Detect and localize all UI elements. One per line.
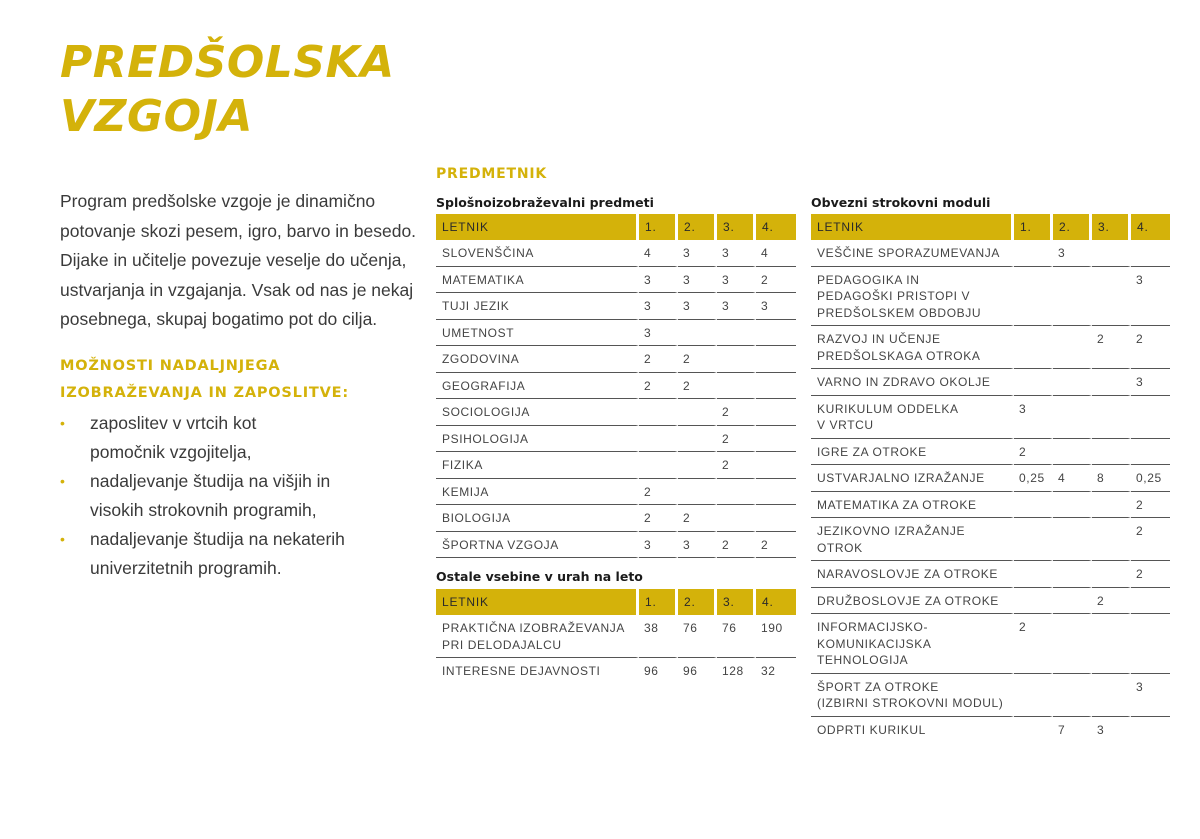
opportunity-line: • zaposlitev v vrtcih kot: [90, 413, 257, 433]
hours-cell: 76: [678, 615, 717, 658]
column-header-year: 4.: [756, 589, 796, 615]
subject-name-line: KEMIJA: [442, 484, 489, 499]
subject-name-line: RAZVOJ IN UČENJE: [817, 332, 941, 346]
hours-cell: 4: [1053, 465, 1092, 492]
subject-name-line: BIOLOGIJA: [442, 511, 511, 525]
hours-cell: [1014, 518, 1053, 561]
subject-name-cell: [811, 439, 1014, 466]
hours-cell: 3: [717, 240, 756, 267]
table-row: [436, 267, 796, 294]
intro-paragraph: Program predšolske vzgoje je dinamično potovanje skozi pesem, igro, barvo in besedo. Dijake in učitelje povezuje veselje do učenja, ustvarjanja in vzgajanja. Vsak od nas je nekaj posebnega, skupaj bogatimo pot do cilja.: [60, 191, 417, 329]
table-row: [436, 240, 796, 267]
hours-cell: [1131, 439, 1170, 466]
subject-name-cell: [436, 373, 639, 400]
subject-name-cell: [811, 240, 1014, 267]
table-row: [811, 396, 1170, 439]
opportunities-list: [60, 409, 410, 583]
opportunity-line: pomočnik vzgojitelja,: [90, 442, 252, 462]
hours-cell: [1092, 369, 1131, 396]
title-line: PREDŠOLSKA: [60, 37, 395, 88]
hours-cell: [678, 479, 717, 506]
hours-cell: 3: [639, 320, 678, 347]
hours-cell: [756, 346, 796, 373]
table-row: [811, 492, 1170, 519]
subject-name-cell: [436, 240, 639, 267]
subject-name-line: KURIKULUM ODDELKA: [817, 401, 959, 416]
subject-name-line: INTERESNE DEJAVNOSTI: [442, 664, 601, 678]
professional-modules-table: [811, 214, 1170, 742]
table-row: [436, 320, 796, 347]
subject-name-cell: [811, 267, 1014, 327]
hours-cell: [1053, 614, 1092, 674]
hours-cell: 2: [1131, 518, 1170, 561]
hours-cell: 3: [717, 293, 756, 320]
hours-cell: [1092, 518, 1131, 561]
subject-name-line: PEDAGOŠKI PRISTOPI V: [817, 289, 971, 303]
hours-cell: [1053, 492, 1092, 519]
modules-title: Obvezni strokovni moduli: [811, 195, 991, 210]
hours-cell: [717, 373, 756, 400]
subject-name-cell: [811, 369, 1014, 396]
subject-name-line: MATEMATIKA ZA OTROKE: [817, 497, 977, 512]
subject-name-cell: [436, 532, 639, 559]
opportunity-line: visokih strokovnih programih,: [90, 500, 317, 520]
table-row: [811, 240, 1170, 267]
hours-cell: 3: [678, 240, 717, 267]
hours-cell: [678, 399, 717, 426]
hours-cell: [1014, 267, 1053, 327]
hours-cell: 2: [639, 346, 678, 373]
hours-cell: 0,25: [1014, 465, 1053, 492]
column-header-letnik: LETNIK: [811, 214, 1014, 240]
column-header-year: 4.: [756, 214, 796, 240]
table-row: [436, 399, 796, 426]
column-header-year: 3.: [717, 589, 756, 615]
hours-cell: [1053, 369, 1092, 396]
subject-name-cell: [811, 674, 1014, 717]
hours-cell: [1092, 267, 1131, 327]
hours-cell: 2: [717, 532, 756, 559]
column-header-year: 1.: [1014, 214, 1053, 240]
subject-name-cell: [436, 346, 639, 373]
subject-name-line: KOMUNIKACIJSKA: [817, 636, 932, 651]
hours-cell: [1092, 396, 1131, 439]
subject-name-cell: [436, 267, 639, 294]
hours-cell: [717, 346, 756, 373]
hours-cell: 4: [756, 240, 796, 267]
hours-cell: 128: [717, 658, 756, 684]
column-header-year: 1.: [639, 589, 678, 615]
hours-cell: 7: [1053, 717, 1092, 743]
hours-cell: 2: [639, 373, 678, 400]
column-header-year: 4.: [1131, 214, 1170, 240]
hours-cell: [1053, 267, 1092, 327]
table-row: [811, 369, 1170, 396]
hours-cell: 32: [761, 664, 776, 678]
table-row: [811, 518, 1170, 561]
table-row: [436, 373, 796, 400]
opportunity-line: • nadaljevanje študija na višjih in: [90, 471, 331, 491]
hours-cell: 76: [717, 615, 756, 658]
hours-cell: 2: [717, 399, 756, 426]
hours-cell: 3: [717, 267, 756, 294]
subject-name-cell: [436, 452, 639, 479]
table-row: [811, 267, 1170, 327]
hours-cell: 96: [678, 658, 717, 684]
hours-cell: 2: [678, 505, 717, 532]
subject-name-cell: [811, 717, 1014, 743]
hours-cell: 2: [1131, 561, 1170, 588]
hours-cell: [717, 320, 756, 347]
hours-cell: [1014, 717, 1053, 743]
hours-cell: [1131, 396, 1170, 439]
hours-cell: 3: [639, 267, 678, 294]
subject-name-line: NARAVOSLOVJE ZA OTROKE: [817, 567, 999, 581]
subject-name-line: PREDŠOLSKAGA OTROKA: [817, 348, 981, 363]
subject-name-line: PEDAGOGIKA IN: [817, 272, 920, 287]
column-header-year: 3.: [717, 214, 756, 240]
subject-name-line: PSIHOLOGIJA: [442, 431, 529, 446]
hours-cell: [1014, 326, 1053, 369]
hours-cell: 2: [717, 452, 756, 479]
subject-name-line: VARNO IN ZDRAVO OKOLJE: [817, 375, 991, 389]
hours-cell: [1053, 674, 1092, 717]
hours-cell: 2: [639, 479, 678, 506]
hours-cell: 3: [1131, 674, 1170, 717]
subject-name-line: IGRE ZA OTROKE: [817, 444, 927, 459]
hours-cell: 3: [1092, 717, 1131, 743]
table-row: [436, 615, 796, 658]
general-subjects-title: Splošnoizobraževalni predmeti: [436, 195, 654, 210]
subject-name-line: (IZBIRNI STROKOVNI MODUL): [817, 696, 1004, 710]
hours-cell: 3: [678, 532, 717, 559]
subject-name-cell: [436, 479, 639, 506]
subject-name-cell: [811, 492, 1014, 519]
subject-name-cell: [436, 399, 639, 426]
subject-name-cell: [811, 588, 1014, 615]
table-row: [811, 717, 1170, 743]
subject-name-line: FIZIKA: [442, 458, 483, 472]
hours-cell: [1053, 439, 1092, 466]
column-header-year: 2.: [1053, 214, 1092, 240]
hours-cell: [1131, 240, 1170, 267]
subject-name-line: PRI DELODAJALCU: [442, 637, 562, 652]
subject-name-line: PREDŠOLSKEM OBDOBJU: [817, 305, 982, 320]
hours-cell: [756, 399, 796, 426]
subject-name-line: ŠPORTNA VZGOJA: [442, 537, 559, 552]
opportunity-line: • nadaljevanje študija na nekaterih: [90, 529, 345, 549]
hours-cell: 2: [1131, 326, 1170, 369]
subject-name-line: ZGODOVINA: [442, 352, 520, 366]
hours-cell: [1092, 439, 1131, 466]
opportunity-item: [60, 467, 410, 525]
column-header-year: 1.: [639, 214, 678, 240]
hours-cell: [1131, 717, 1170, 743]
hours-cell: [639, 399, 678, 426]
subject-name-line: INFORMACIJSKO-: [817, 620, 929, 634]
table-row: [811, 614, 1170, 674]
other-content-title: Ostale vsebine v urah na leto: [436, 569, 643, 584]
hours-cell: [1092, 492, 1131, 519]
subject-name-line: TEHNOLOGIJA: [817, 653, 909, 667]
hours-cell: [1131, 588, 1170, 615]
hours-cell: [1014, 588, 1053, 615]
general-subjects-table: [436, 214, 796, 558]
opportunity-item: [60, 409, 410, 467]
hours-cell: [639, 426, 678, 453]
table-row: [811, 439, 1170, 466]
hours-cell: 3: [678, 267, 717, 294]
subject-name-line: UMETNOST: [442, 325, 515, 340]
hours-cell: [1053, 561, 1092, 588]
hours-cell: 3: [639, 293, 678, 320]
hours-cell: [756, 452, 796, 479]
hours-cell: 2: [1131, 492, 1170, 519]
hours-cell: [1092, 614, 1131, 674]
subject-name-cell: [436, 505, 639, 532]
hours-cell: 0,25: [1131, 465, 1170, 492]
table-header-row: [811, 214, 1170, 240]
subject-name-line: DRUŽBOSLOVJE ZA OTROKE: [817, 593, 999, 608]
hours-cell: 3: [1131, 267, 1170, 327]
subject-name-cell: [811, 326, 1014, 369]
table-row: [436, 532, 796, 559]
hours-cell: [1014, 674, 1053, 717]
subject-name-cell: [436, 293, 639, 320]
opportunities-heading-line: MOŽNOSTI NADALJNJEGA: [60, 358, 281, 374]
hours-cell: 3: [1131, 369, 1170, 396]
subject-name-cell: [811, 396, 1014, 439]
subject-name-cell: [436, 658, 639, 684]
column-header-letnik: LETNIK: [436, 214, 639, 240]
subject-name-line: VEŠČINE SPORAZUMEVANJA: [817, 246, 1001, 260]
hours-cell: [717, 505, 756, 532]
hours-cell: [639, 452, 678, 479]
hours-cell: [1053, 396, 1092, 439]
hours-cell: 38: [639, 615, 678, 658]
subject-name-cell: [436, 320, 639, 347]
hours-cell: [1092, 674, 1131, 717]
hours-cell: [1092, 240, 1131, 267]
hours-cell: [756, 373, 796, 400]
hours-cell: 4: [639, 240, 678, 267]
hours-cell: 3: [639, 532, 678, 559]
hours-cell: [1014, 492, 1053, 519]
hours-cell: 8: [1092, 465, 1131, 492]
column-header-year: 2.: [678, 214, 717, 240]
hours-cell: 3: [1053, 240, 1092, 267]
table-header-row: [436, 214, 796, 240]
table-row: [436, 426, 796, 453]
column-header-year: 3.: [1092, 214, 1131, 240]
table-row: [811, 465, 1170, 492]
hours-cell: 2: [678, 346, 717, 373]
subject-name-line: ŠPORT ZA OTROKE: [817, 679, 939, 694]
hours-cell: 2: [1014, 614, 1053, 674]
subject-name-line: MATEMATIKA: [442, 272, 525, 287]
subject-name-line: SOCIOLOGIJA: [442, 405, 530, 419]
hours-cell: [756, 479, 796, 506]
opportunity-line: univerzitetnih programih.: [90, 558, 282, 578]
opportunity-item: [60, 525, 410, 583]
hours-cell: [1053, 326, 1092, 369]
subject-name-line: ODPRTI KURIKUL: [817, 722, 926, 737]
table-row: [436, 658, 796, 684]
subject-name-line: OTROK: [817, 540, 863, 555]
table-row: [436, 293, 796, 320]
subject-name-line: SLOVENŠČINA: [442, 246, 534, 260]
hours-cell: [756, 320, 796, 347]
hours-cell: 2: [756, 267, 796, 294]
table-row: [811, 326, 1170, 369]
hours-cell: 2: [717, 426, 756, 453]
subject-name-line: PRAKTIČNA IZOBRAŽEVANJA: [442, 621, 625, 635]
hours-cell: [678, 426, 717, 453]
hours-cell: [1131, 614, 1170, 674]
hours-cell: [717, 479, 756, 506]
hours-cell: 2: [639, 505, 678, 532]
table-row: [436, 452, 796, 479]
hours-cell: 2: [1014, 439, 1053, 466]
table-row: [811, 588, 1170, 615]
table-row: [811, 674, 1170, 717]
column-header-letnik: LETNIK: [436, 589, 639, 615]
hours-cell: 2: [756, 532, 796, 559]
subject-name-cell: [436, 426, 639, 453]
hours-cell: [1014, 561, 1053, 588]
column-header-year: 2.: [678, 589, 717, 615]
hours-cell: [678, 320, 717, 347]
curriculum-heading: PREDMETNIK: [436, 166, 548, 182]
hours-cell: [678, 452, 717, 479]
subject-name-line: JEZIKOVNO IZRAŽANJE: [817, 524, 966, 538]
hours-cell: [1092, 561, 1131, 588]
subject-name-line: GEOGRAFIJA: [442, 378, 526, 393]
subject-name-line: TUJI JEZIK: [442, 299, 510, 313]
hours-cell: [1053, 518, 1092, 561]
hours-cell: [1053, 588, 1092, 615]
hours-cell: 3: [678, 293, 717, 320]
opportunities-heading: [60, 353, 349, 407]
hours-cell: [1014, 240, 1053, 267]
subject-name-cell: [811, 561, 1014, 588]
hours-cell: 2: [1092, 326, 1131, 369]
page-title: [60, 36, 395, 144]
hours-cell: [756, 505, 796, 532]
other-content-table: [436, 589, 796, 684]
table-row: [436, 505, 796, 532]
subject-name-line: V VRTCU: [817, 418, 874, 432]
table-row: [436, 346, 796, 373]
hours-cell: 190: [756, 615, 796, 658]
subject-name-cell: [811, 614, 1014, 674]
table-header-row: [436, 589, 796, 615]
hours-cell: [1014, 369, 1053, 396]
subject-name-cell: [811, 518, 1014, 561]
hours-cell: 3: [756, 293, 796, 320]
subject-name-cell: [811, 465, 1014, 492]
table-row: [811, 561, 1170, 588]
opportunities-heading-line: IZOBRAŽEVANJA IN ZAPOSLITVE:: [60, 385, 349, 401]
hours-cell: 2: [678, 373, 717, 400]
subject-name-line: USTVARJALNO IZRAŽANJE: [817, 471, 985, 485]
subject-name-cell: [436, 615, 639, 658]
hours-cell: 2: [1092, 588, 1131, 615]
title-line: VZGOJA: [60, 91, 253, 142]
hours-cell: [756, 426, 796, 453]
hours-cell: 96: [639, 658, 678, 684]
table-row: [436, 479, 796, 506]
hours-cell: 3: [1014, 396, 1053, 439]
